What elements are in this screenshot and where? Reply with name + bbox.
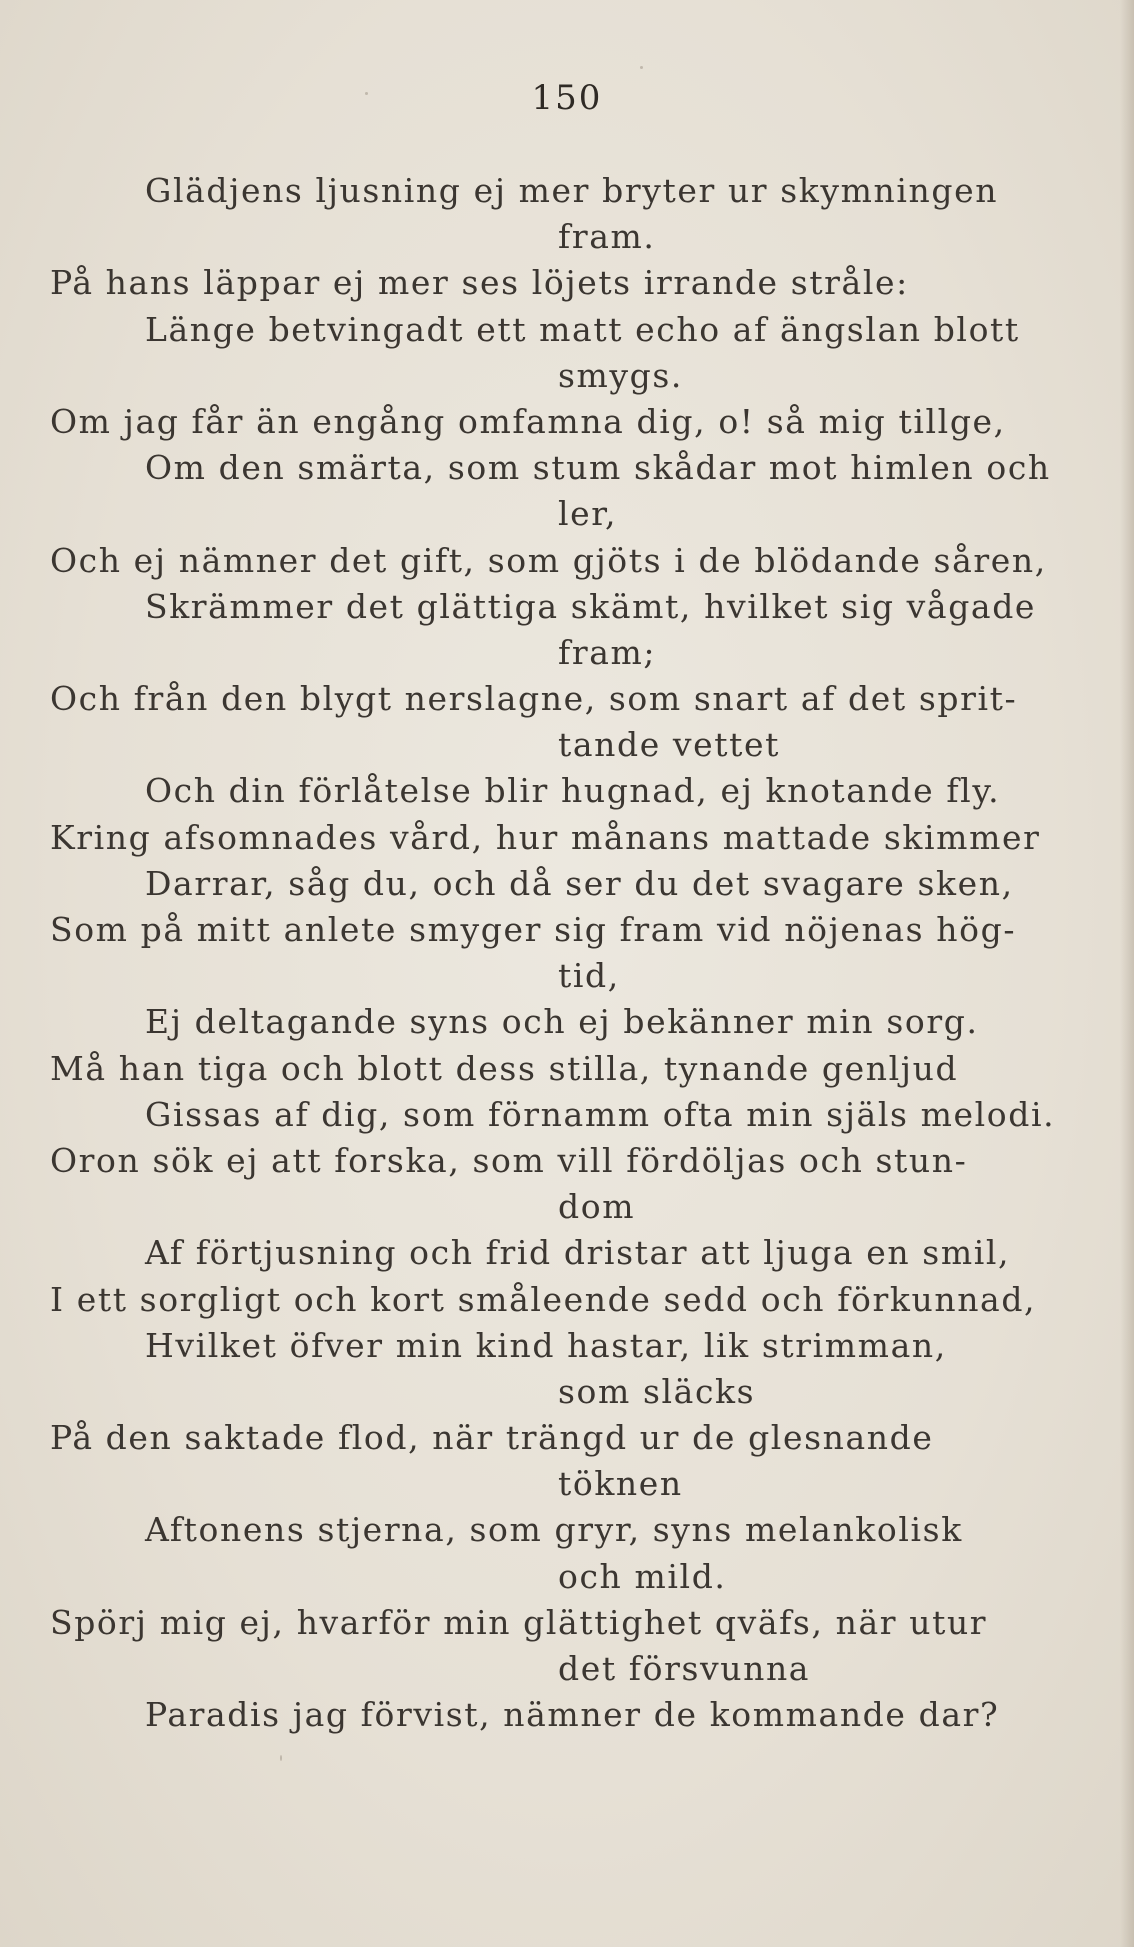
poem-line-continuation: tid, (558, 956, 620, 996)
poem-line-continuation: och mild. (558, 1556, 727, 1596)
poem-line-continuation: töknen (558, 1464, 683, 1504)
poem-line: Om jag får än engång omfamna dig, o! så mig tillge, (50, 401, 1006, 441)
poem-line: Spörj mig ej, hvarför min glättighet qväfs, när utur (50, 1602, 988, 1642)
poem-line: Skrämmer det glättiga skämt, hvilket sig vågade (145, 586, 1037, 626)
poem-line: Glädjens ljusning ej mer bryter ur skymningen (145, 171, 999, 210)
poem-line-continuation: dom (558, 1187, 636, 1227)
poem-line: Darrar, såg du, och då ser du det svagare sken, (145, 863, 1014, 903)
poem-line: Hvilket öfver min kind hastar, lik strimman, (145, 1325, 947, 1365)
poem-line-continuation: tande vettet (558, 725, 781, 765)
poem-line: Om den smärta, som stum skådar mot himlen och (145, 448, 1051, 488)
poem-line: Ej deltagande syns och ej bekänner min sorg. (145, 1002, 979, 1042)
poem-line-continuation: ler, (558, 494, 618, 534)
poem-line: Kring afsomnades vård, hur månans mattade skimmer (50, 817, 1041, 857)
poem-body (50, 168, 1080, 1738)
poem-line: Som på mitt anlete smyger sig fram vid nöjenas hög- (50, 910, 1017, 949)
poem-line-continuation: smygs. (558, 355, 684, 395)
poem-line-continuation: som släcks (558, 1371, 756, 1411)
poem-line: Paradis jag förvist, nämner de kommande dar? (145, 1695, 1000, 1735)
poem-line: Oron sök ej att forska, som vill fördöljas och stun- (50, 1140, 968, 1180)
poem-line-continuation: fram. (558, 217, 656, 257)
poem-line: Aftonens stjerna, som gryr, syns melankolisk (145, 1510, 963, 1550)
poem-line-continuation: fram; (558, 632, 657, 672)
paper-blemish (365, 92, 368, 95)
poem-line: På hans läppar ej mer ses löjets irrande stråle: (50, 263, 909, 303)
page-edge-shadow (1120, 0, 1134, 1947)
poem-line: Länge betvingadt ett matt echo af ängslan blott (145, 309, 1020, 349)
poem-line: På den saktade flod, när trängd ur de glesnande (50, 1418, 934, 1458)
paper-blemish (640, 66, 643, 69)
page-number: 150 (531, 78, 603, 118)
poem-line: Och ej nämner det gift, som gjöts i de blödande såren, (50, 540, 1047, 580)
poem-line: Och från den blygt nerslagne, som snart af det sprit- (50, 679, 1018, 719)
poem-line: I ett sorgligt och kort småleende sedd och förkunnad, (50, 1279, 1037, 1319)
poem-line: Af förtjusning och frid dristar att ljuga en smil, (145, 1233, 1011, 1273)
poem-line: Och din förlåtelse blir hugnad, ej knotande fly. (145, 771, 1001, 811)
poem-line: Må han tiga och blott dess stilla, tynande genljud (50, 1048, 959, 1088)
paper-blemish (280, 1755, 282, 1761)
poem-line: Gissas af dig, som förnamm ofta min själs melodi. (145, 1094, 1056, 1134)
poem-line-continuation: det försvunna (558, 1649, 811, 1688)
